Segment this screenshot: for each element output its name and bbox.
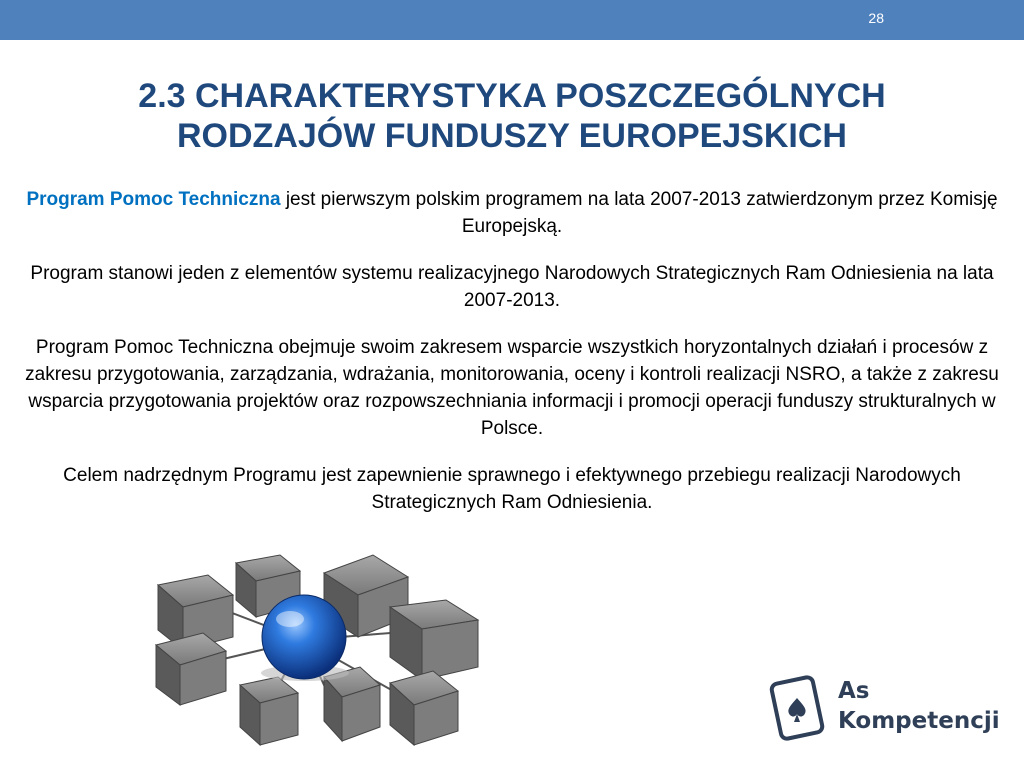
slide-title-line-1: 2.3 CHARAKTERYSTYKA POSZCZEGÓLNYCH [138,77,886,115]
sphere-highlight [276,611,304,627]
slide-title [40,76,984,156]
top-bar [0,0,1024,40]
slide-title-line-2: RODZAJÓW FUNDUSZY EUROPEJSKICH [177,117,847,155]
slide-number: 28 [868,10,884,26]
cube-left [156,633,226,705]
slide-body [24,186,1000,536]
logo-text [838,676,1000,736]
paragraph-2: Program stanowi jeden z elementów systemu realizacyjnego Narodowych Strategicznych Ram Odniesienia na lata 2007-2013. [30,263,994,311]
paragraph-4: Celem nadrzędnym Programu jest zapewnienie sprawnego i efektywnego przebiegu realizacji Narodowych Strategicznych Ram Odniesienia. [63,465,961,513]
central-sphere [262,595,346,679]
program-name-highlight: Program Pomoc Techniczna [26,189,281,210]
cube-bottom-right [390,671,458,745]
as-kompetencji-logo [766,670,1000,746]
cube-right [390,600,478,680]
cube-bottom-left [240,677,298,745]
paragraph-1 [24,186,1000,240]
logo-line-2: Kompetencji [838,708,1000,734]
spade-card-icon [766,670,832,746]
paragraph-1-text: jest pierwszym polskim programem na lata 2007-2013 zatwierdzonym przez Komisję Europejską. [280,189,998,237]
paragraph-3: Program Pomoc Techniczna obejmuje swoim zakresem wsparcie wszystkich horyzontalnych działań i procesów z zakresu przygotowania, zarządzania, wdrażania, monitorowania, oceny i kontroli realizacji NSRO, a także z zakresu wsparcia przygotowania projektów oraz rozpowszechniania informacji i promocji operacji funduszy strukturalnych w Polsce. [25,337,999,439]
network-sphere-boxes-illustration [128,545,496,768]
logo-line-1: As [838,678,870,704]
